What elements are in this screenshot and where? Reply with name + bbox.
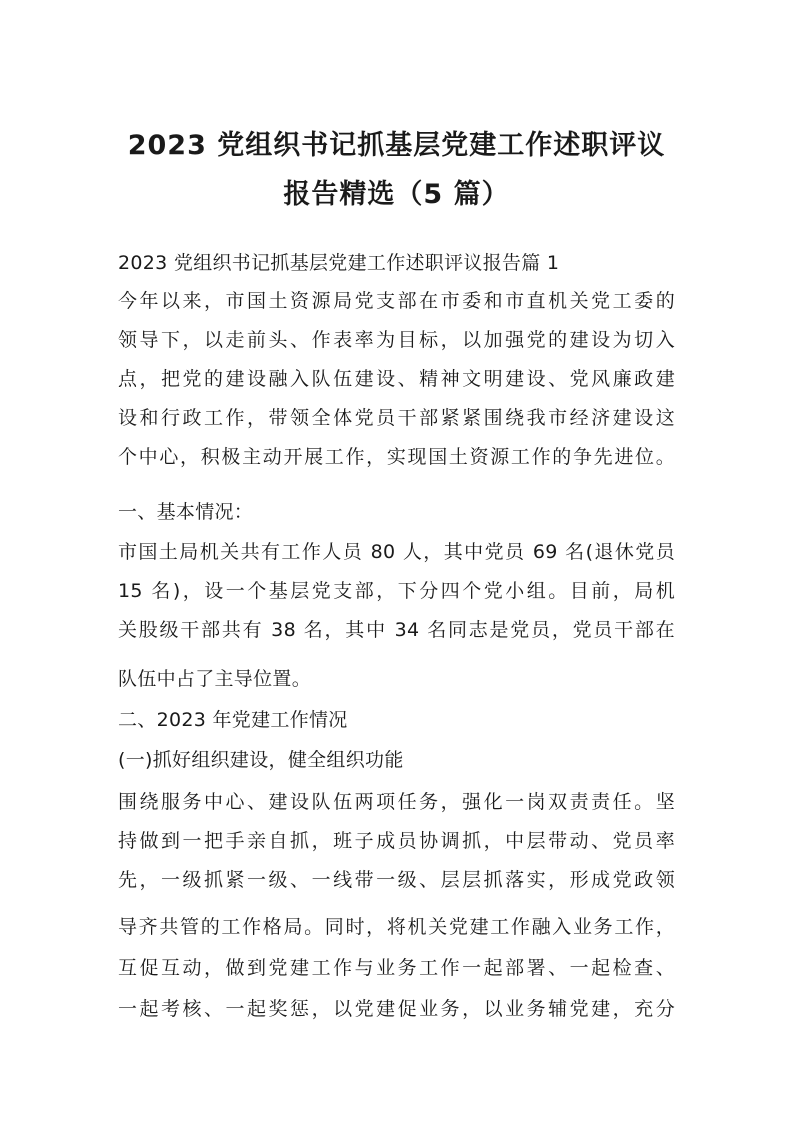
section-heading-basic-info: 一、基本情况：	[118, 501, 254, 523]
body-line: 个中心，积极主动开展工作，实现国土资源工作的争先进位。	[118, 446, 675, 468]
section-heading-party-work: 二、2023 年党建工作情况	[118, 709, 348, 731]
body-line: 围绕服务中心、建设队伍两项任务，强化一岗双责责任。坚	[118, 791, 675, 813]
body-line: 设和行政工作，带领全体党员干部紧紧围绕我市经济建设这	[118, 407, 675, 429]
body-line: 领导下，以走前头、作表率为目标，以加强党的建设为切入	[118, 329, 675, 351]
body-line: 导齐共管的工作格局。同时，将机关党建工作融入业务工作，	[118, 916, 675, 938]
body-line: 一起考核、一起奖惩，以党建促业务，以业务辅党建，充分	[118, 998, 675, 1020]
document-title-line-1: 2023 党组织书记抓基层党建工作述职评议	[127, 130, 666, 161]
document-title-line-2: 报告精选（5 篇）	[283, 179, 510, 210]
body-line: 队伍中占了主导位置。	[118, 668, 312, 690]
body-line: 关股级干部共有 38 名，其中 34 名同志是党员，党员干部在	[118, 619, 675, 641]
body-line: 市国土局机关共有工作人员 80 人，其中党员 69 名(退休党员	[118, 541, 675, 563]
body-line: 持做到一把手亲自抓，班子成员协调抓，中层带动、党员率	[118, 830, 675, 852]
body-line: 15 名)，设一个基层党支部，下分四个党小组。目前，局机	[118, 580, 675, 602]
body-line: 点，把党的建设融入队伍建设、精神文明建设、党风廉政建	[118, 368, 675, 390]
section-heading-article-1: 2023 党组织书记抓基层党建工作述职评议报告篇 1	[118, 252, 560, 274]
body-line: 互促互动，做到党建工作与业务工作一起部署、一起检查、	[118, 957, 675, 979]
body-line: 今年以来，市国土资源局党支部在市委和市直机关党工委的	[118, 290, 675, 312]
body-line: 先，一级抓紧一级、一线带一级、层层抓落实，形成党政领	[118, 869, 675, 891]
subsection-heading: (一)抓好组织建设，健全组织功能	[118, 749, 404, 771]
